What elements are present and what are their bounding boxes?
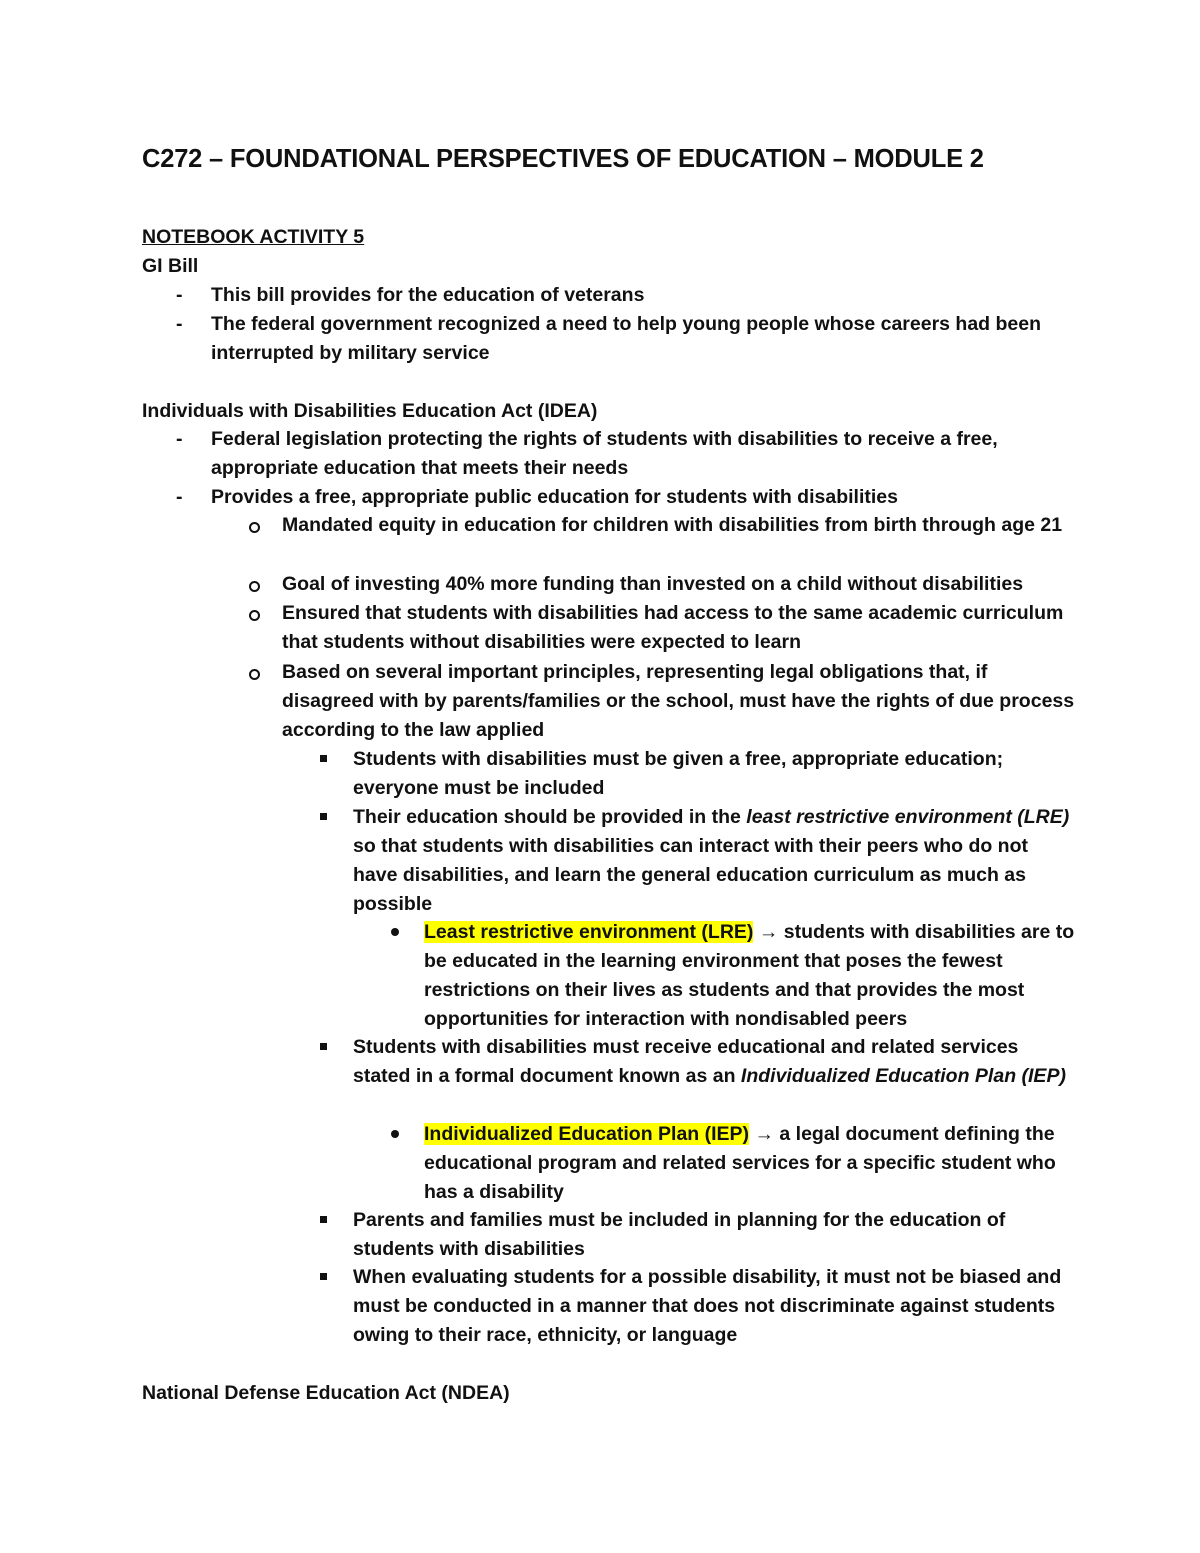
list-item [353,803,1073,919]
square-bullet-icon [320,755,327,762]
document-title: C272 – FOUNDATIONAL PERSPECTIVES OF EDUCATION – MODULE 2 [142,145,984,173]
definition-text: → students with disabilities are to be educated in the learning environment that poses the fewest restrictions on their lives as students and that provides the most opportunities for interaction with nondisabled peers [424,921,1075,1030]
idea-heading: Individuals with Disabilities Education Act (IDEA) [142,400,598,422]
list-item [282,511,1082,540]
dot-bullet-icon [391,1130,399,1138]
square-bullet-icon [320,1043,327,1050]
square-bullet-icon [320,1273,327,1280]
list-item-text: so that students with disabilities can interact with their peers who do not have disabilities, and learn the general education curriculum as much as possible [353,835,1028,915]
list-item-text: Based on several important principles, representing legal obligations that, if disagreed with by parents/families or the school, must have the rights of due process according to the law applied [282,661,1075,741]
circle-bullet-icon [249,522,260,533]
list-item [353,1206,1073,1264]
list-item-text: Mandated equity in education for children with disabilities from birth through age 21 [282,514,1063,536]
list-item-text: The federal government recognized a need to help young people whose careers had been interrupted by military service [211,313,1042,364]
circle-bullet-icon [249,581,260,592]
list-item-text: When evaluating students for a possible disability, it must not be biased and must be conducted in a manner that does not discriminate against students owing to their race, ethnicity, or language [353,1266,1062,1346]
circle-bullet-icon [249,610,260,621]
list-item [353,745,1073,803]
list-item [282,599,1082,657]
list-item-text: Federal legislation protecting the rights of students with disabilities to receive a free, appropriate education that meets their needs [211,428,998,479]
list-item [353,1033,1073,1091]
list-item-text: Students with disabilities must be given a free, appropriate education; everyone must be included [353,748,1004,799]
list-item [176,425,1071,483]
notebook-activity-heading: NOTEBOOK ACTIVITY 5 [142,226,365,248]
dash-bullet-icon: - [176,284,183,306]
ndea-heading: National Defense Education Act (NDEA) [142,1382,510,1404]
dot-bullet-icon [391,928,399,936]
list-item-text: Students with disabilities must receive educational and related services stated in a formal document known as an [353,1036,1019,1087]
lre-italic-term: least restrictive environment (LRE) [746,806,1070,828]
definition-item [424,918,1084,1034]
list-item-text: This bill provides for the education of veterans [211,284,645,306]
definition-text: → a legal document defining the educational program and related services for a specific student who has a disability [424,1123,1056,1203]
iep-italic-term: Individualized Education Plan (IEP) [740,1065,1066,1087]
list-item [176,310,1071,368]
gi-bill-heading: GI Bill [142,255,199,277]
list-item-text: Goal of investing 40% more funding than invested on a child without disabilities [282,573,1024,595]
dash-bullet-icon: - [176,313,183,335]
list-item [176,281,1071,310]
circle-bullet-icon [249,669,260,680]
list-item-text: Parents and families must be included in planning for the education of students with disabilities [353,1209,1006,1260]
dash-bullet-icon: - [176,486,183,508]
list-item [353,1263,1073,1350]
definition-item [424,1120,1084,1207]
list-item-text: Provides a free, appropriate public education for students with disabilities [211,486,898,508]
list-item [282,658,1082,745]
iep-highlighted-term: Individualized Education Plan (IEP) [424,1123,750,1145]
square-bullet-icon [320,813,327,820]
square-bullet-icon [320,1216,327,1223]
dash-bullet-icon: - [176,428,183,450]
list-item-text: Ensured that students with disabilities had access to the same academic curriculum that students without disabilities were expected to learn [282,602,1064,653]
lre-highlighted-term: Least restrictive environment (LRE) [424,921,754,943]
list-item [282,570,1082,599]
list-item [176,483,1071,512]
list-item-text: Their education should be provided in the [353,806,747,828]
